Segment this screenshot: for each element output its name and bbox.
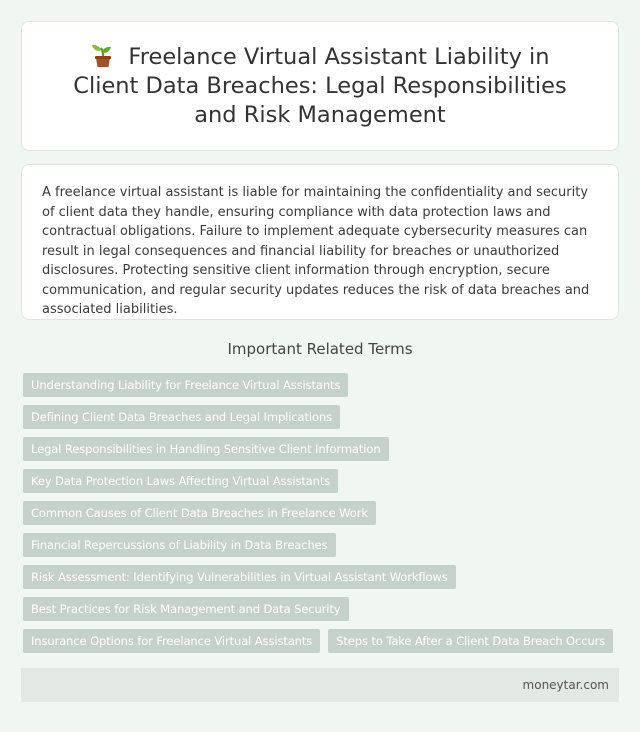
term-tag[interactable]: Steps to Take After a Client Data Breach Occurs <box>328 629 613 653</box>
term-tag[interactable]: Key Data Protection Laws Affecting Virtual Assistants <box>23 469 338 493</box>
related-terms-list <box>23 373 623 661</box>
term-row <box>23 501 623 525</box>
term-row <box>23 373 623 397</box>
term-row <box>23 533 623 557</box>
term-tag[interactable]: Best Practices for Risk Management and Data Security <box>23 597 349 621</box>
related-terms-heading: Important Related Terms <box>227 340 413 358</box>
footer-site-link[interactable]: moneytar.com <box>522 678 609 692</box>
title-card <box>21 21 619 151</box>
term-row <box>23 437 623 461</box>
term-tag[interactable]: Common Causes of Client Data Breaches in Freelance Work <box>23 501 376 525</box>
sprout-icon <box>90 42 116 68</box>
term-row <box>23 405 623 429</box>
term-tag[interactable]: Legal Responsibilities in Handling Sensitive Client Information <box>23 437 389 461</box>
footer <box>21 668 619 702</box>
summary-text: A freelance virtual assistant is liable for maintaining the confidentiality and security of client data they handle, ensuring compliance with data protection laws and contractual obligations. Failure to implement adequate cybersecurity measures can result in legal consequences and financial liability for breaches or unauthorized disclosures. Protecting sensitive client information through encryption, secure communication, and regular security updates reduces the risk of data breaches and associated liabilities. <box>42 185 590 317</box>
summary-card <box>21 164 619 320</box>
page-title <box>22 42 618 130</box>
term-tag[interactable]: Financial Repercussions of Liability in Data Breaches <box>23 533 336 557</box>
term-row <box>23 469 623 493</box>
term-tag[interactable]: Defining Client Data Breaches and Legal Implications <box>23 405 340 429</box>
term-row <box>23 565 623 589</box>
term-row <box>23 597 623 621</box>
term-tag[interactable]: Understanding Liability for Freelance Virtual Assistants <box>23 373 348 397</box>
term-tag[interactable]: Insurance Options for Freelance Virtual Assistants <box>23 629 320 653</box>
term-row <box>23 629 623 653</box>
title-text: Freelance Virtual Assistant Liability in Client Data Breaches: Legal Responsibilities and Risk Management <box>73 44 567 128</box>
term-tag[interactable]: Risk Assessment: Identifying Vulnerabilities in Virtual Assistant Workflows <box>23 565 456 589</box>
